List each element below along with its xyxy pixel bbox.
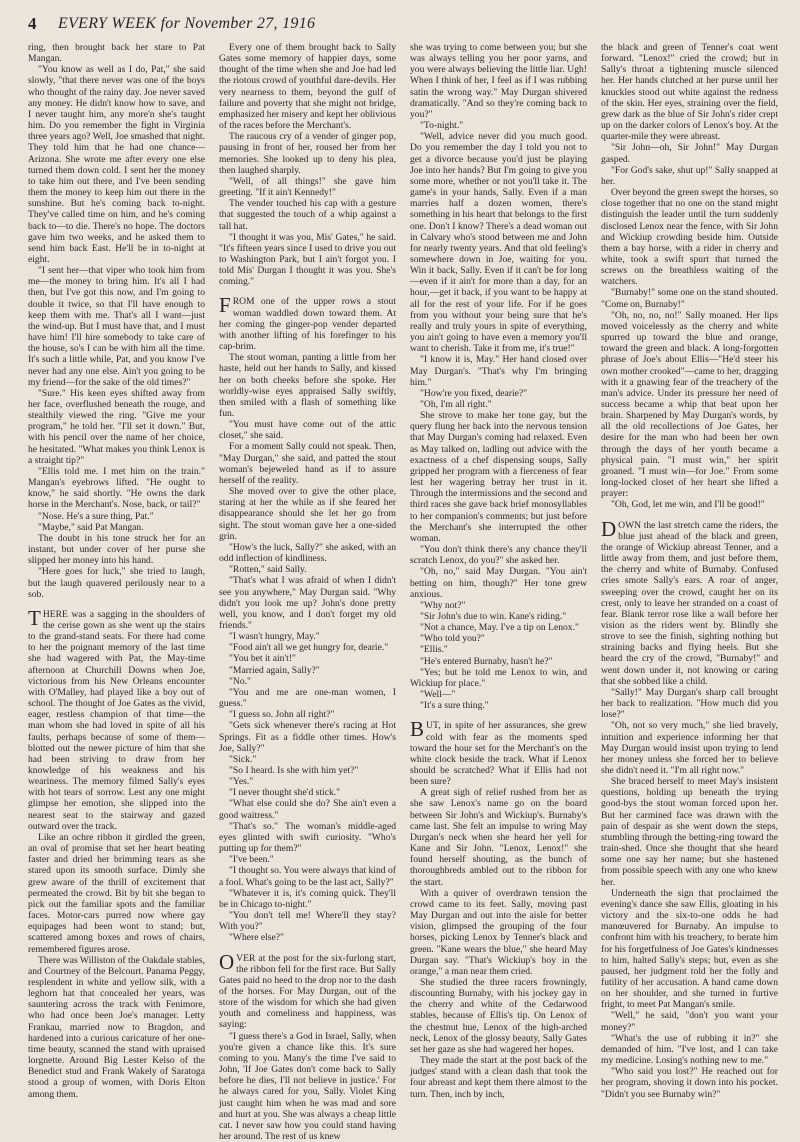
section-opening-paragraph: BUT, in spite of her assurances, she grew cold with fear as the moments sped toward the hour set for the Merchant's on the white clock beside the track. What if Lenox should be scratched? What if Ellis had not been sure? xyxy=(410,717,587,788)
running-header xyxy=(28,14,778,42)
paragraph: She strove to make her tone gay, but the query flung her back into the nervous tension that May Durgan's coming had relaxed. Even as May talked on, ladling out advice with the exactness of a chef dispensing soups, Sally gripped her program with a fierceness of fear lest her wagering betray her trust in it. Through the intermissions and the second and third races she gave back brief monosyllables to her companion's comments; but just before the Merchant's she interrupted the other woman. xyxy=(410,410,587,544)
paragraph: "You know as well as I do, Pat," she said slowly, "that there never was one of the boys who thought of the rainy day. Joe never saved any money. He didn't know how to save, and I never taught him, any more'n she's taught him. Do you remember the fight in Virginia three years ago? Well, Joe smashed that night. They told him that he had one chance—Arizona. She wrote me after every one else turned them down cold. I sent her the money to take him out there, and I've been sending them the money to keep him out there in the sunshine. But he's coming back to-night. They've called time on him, and he's coming back to—to die. There's no hope. The doctors gave him two weeks, and he asked them to send him back East. He'll be in to-night at eight. xyxy=(28,64,205,265)
paragraph: "I thought it was you, Mis' Gates," he said. "It's fifteen years since I used to drive you out to Washington Park, but I ain't forgot you. I told Mis' Durgan I thought it was you. She's coming." xyxy=(219,231,396,288)
paragraph: ring, then brought back her stare to Pat Mangan. xyxy=(28,42,205,65)
paragraph: She braced herself to meet May's insistent questions, holding up beneath the trying good-bys the stout woman forced upon her. But her carmined face was drawn with the pain of despair as she went down the steps, stumbling through the betting-ring toward the train-shed. Once she thought that she heard some one say her name; but she hastened from possible speech with any one who knew her. xyxy=(601,776,778,888)
paragraph: "Sir John—oh, Sir John!" May Durgan gasped. xyxy=(601,142,778,165)
paragraph: "I thought so. You were always that kind of a fool. What's going to be the last act, Sally?" xyxy=(219,865,396,888)
paragraph: "I've been." xyxy=(229,854,274,866)
paragraph: "You don't think there's any chance they'll scratch Lenox, do you?" she asked her. xyxy=(410,544,587,567)
paragraph: "Ellis." xyxy=(420,644,448,656)
paragraph: "Sure." His keen eyes shifted away from her face, overflushed beneath the rouge, and stealthily viewed the ring. "Give me your program," he told her. "I'll set it down." But, with his pencil over the name of her choice, he hesitated. "What makes you think Lenox is a straight tip?" xyxy=(28,387,205,466)
paragraph: "Yes." xyxy=(229,776,254,788)
paragraph: "Well," he said, "don't you want your money?" xyxy=(601,1010,778,1033)
date-prefix: for xyxy=(160,15,181,32)
page-number: 4 xyxy=(28,14,37,33)
paragraph: With a quiver of overdrawn tension the crowd came to its feet. Sally, moving past May Durgan and out into the aisle for better vision, glimpsed the grouping of the four horses, picking Lenox by Tenner's black and green. "Kane wears the blue," she heard May Durgan say. "That's Wickiup's boy in the orange," a man near them cried. xyxy=(410,887,587,977)
text-column-3 xyxy=(410,42,587,1102)
paragraph: "How're you fixed, dearie?" xyxy=(420,387,528,399)
paragraph: "To-night." xyxy=(420,120,464,132)
paragraph: "I guess so. John all right?" xyxy=(229,709,335,721)
paragraph: "Oh, I'm all right." xyxy=(420,399,492,410)
paragraph: "That's what I was afraid of when I didn't see you anywhere," May Durgan said. "Why didn't you look me up? John's done pretty well, you know, and I don't forget my old friends." xyxy=(219,575,396,631)
paragraph: "I never thought she'd stick." xyxy=(229,787,341,799)
paragraph: There was Williston of the Oakdale stables, and Courtney of the Belcourt. Panama Peggy, resplendent in white and yellow silk, with a leghorn hat that concealed her years, was sauntering across the track with Fenimore, who had once been Joe's manager. Letty Frankau, married now to Bragdon, and hardened into a curious caricature of her one-time beauty, scanned the stand with upraised lorgnette. Around Big Lester Kelso of the Benedict stud and Frank Wakely of Saratoga stood a group of women, with Doris Elton among them. xyxy=(28,954,206,1100)
paragraph: Over beyond the green swept the horses, so close together that no one on the stand might distinguish the leader until the turn suddenly disclosed Lenox near the fence, with Sir John and Wickiup crowding beside him. Outside them a bay horse, with a rider in cherry and white, took a swift spurt that turned the screws on the breathless waiting of the watchers. xyxy=(601,187,778,288)
issue-date: November 27, 1916 xyxy=(184,15,316,32)
paragraph: "Rotten," said Sally. xyxy=(229,564,307,576)
paragraph: the black and green of Tenner's coat went forward. "Lenox!" cried the crowd; but in Sally's throat a tightening muscle silenced her. Her hands clutched at her purse until her knuckles stood out white against the redness of the skin. Her eyes, straining over the field, grew dark as the blue of Sir John's rider crept up on the darker colors of Lenox's boy. At the quarter-mile they were abreast. xyxy=(601,42,778,143)
paragraph: "Well, of all things!" she gave him greeting. "If it ain't Kennedy!" xyxy=(219,175,396,199)
drop-cap: O xyxy=(219,949,235,974)
paragraph: The raucous cry of a vender of ginger pop, pausing in front of her, roused her from her memories. She looked up to deny his plea, then laughed sharply. xyxy=(219,131,396,176)
paragraph: The stout woman, panting a little from her haste, held out her hands to Sally, and kissed her on both cheeks before she spoke. Her worldly-wise eyes appraised Sally swiftly, then smiled with a flash of something like fun. xyxy=(219,352,396,419)
paragraph: "So I heard. Is she with him yet?" xyxy=(229,765,359,776)
paragraph: "Here goes for luck," she tried to laugh, but the laugh quavered perilously near to a sob. xyxy=(28,566,205,600)
paragraph: "Who said you lost?" He reached out for her program, shoving it down into his pocket. "Didn't you see Burnaby win?" xyxy=(601,1066,778,1100)
paragraph: "He's entered Burnaby, hasn't he?" xyxy=(420,655,553,667)
text-column-1 xyxy=(28,42,205,1102)
section-opening-paragraph: OVER at the post for the six-furlong start, the ribbon fell for the first race. But Sally Gates paid no heed to the drop nor to the dash of the horses. For May Durgan, out of the store of the wisdom for which she had given youth and comeliness and happiness, was saying: xyxy=(219,949,396,1031)
drop-cap: B xyxy=(410,717,425,742)
paragraph: "Yes; but he told me Lenox to win, and Wickiup for place." xyxy=(410,666,587,689)
magazine-title: EVERY WEEK xyxy=(58,15,157,32)
paragraph: Every one of them brought back to Sally Gates some memory of happier days, some thought of the time when she and Joe had led the riotous crowd of youthful dare-devils. Her very nearness to them, beyond the gulf of failure and poverty that she might not bridge, emphasized her misery and kept her oblivious of the races before the Merchant's. xyxy=(219,42,396,132)
paragraph: "You don't tell me! Where'll they stay? With you?" xyxy=(219,910,396,933)
paragraph: "That's so." The woman's middle-aged eyes glinted with swift curiosity. "Who's putting up for them?" xyxy=(219,820,396,855)
paragraph: "Nose. He's a sure thing, Pat." xyxy=(38,510,154,522)
section-opening-paragraph: THERE was a sagging in the shoulders of the cerise gown as she went up the stairs to the grand-stand seats. For there had come to her the poignant memory of the last time she had wagered with Pat, the May-time afternoon at Churchill Downs when Joe, victorious from his New Orleans encounter with O'Malley, had played like a boy out of school. The thought of Joe Gates as the vivid, eager, restless champion of that time—the man whom she had loved in spite of all his faults, perhaps because of some of them—blotted out the newer picture of him that she had been striving to draw from her knowledge of his weakness and his weariness. The memory filmed Sally's eyes with hot tears of sorrow. Lest any one might glimpse her emotion, she slipped into the nearest seat to the stairway and gazed outward over the track. xyxy=(28,605,205,832)
paragraph: "I wasn't hungry, May." xyxy=(229,631,320,643)
paragraph: "Ellis told me. I met him on the train." Mangan's eyebrows lifted. "He ought to know," he said shortly. "He owns the dark horse in the Merchant's. Nose, back, or tail?" xyxy=(28,465,205,511)
paragraph: A great sigh of relief rushed from her as she saw Lenox's name go on the board between Sir John's and Wickiup's. Burnaby's came last. She felt an impulse to wring May Durgan's neck when she heard her yell for Kane and Sir John. "Lenox, Lenox!" she found herself shouting, as the bunch of thoroughbreds ambled out to the ribbon for the start. xyxy=(410,787,587,888)
paragraph: "No." xyxy=(229,675,251,687)
drop-cap: T xyxy=(28,605,41,630)
paragraph: "It's a sure thing." xyxy=(420,700,489,712)
paragraph: "Why not?" xyxy=(420,599,466,611)
paragraph: "What else could she do? She ain't even a good waitress." xyxy=(219,798,396,821)
paragraph: They made the start at the post back of the judges' stand with a clean dash that took the four abreast and kept them there almost to the turn. Then, inch by inch, xyxy=(410,1055,587,1100)
paragraph: Like an ochre ribbon it girdled the green, an oval of promise that set her heart beating faster and dried her brimming tears as she stared upon its smooth surface. Dimly she grew aware of the thrill of excitement that permeated the crowd. Bit by bit she began to pick out the familiar spots and the familiar faces. Motor-cars purred now where gay equipages had been wont to stand; but, scattered among boxes and rows of chairs, remembered figures arose. xyxy=(28,831,205,955)
paragraph: "Oh, not so very much," she lied bravely, intuition and experience informing her that May Durgan would insist upon trying to lend her money unless she forced her to believe she didn't need it. "I'm all right now." xyxy=(601,720,778,776)
paragraph: "Not a chance, May. I've a tip on Lenox." xyxy=(420,622,579,634)
paragraph: She moved over to give the other place, staring at her the while as if she feared her disappearance should she let her go from sight. The stout woman gave her a one-sided grin. xyxy=(219,486,396,542)
drop-cap: D xyxy=(601,516,617,541)
paragraph: "What's the use of rubbing it in?" she demanded of him. "I've lost, and I can take my medicine. Losing's nothing new to me." xyxy=(601,1032,778,1067)
section-opening-paragraph: FROM one of the upper rows a stout woman waddled down toward them. At her coming the ginger-pop vender departed with another lifting of his forefinger to his cap-brim. xyxy=(219,293,396,353)
paragraph: "Where else?" xyxy=(229,932,284,944)
paragraph: "You must have come out of the attic closet," she said. xyxy=(219,419,396,442)
paragraph: "Sick." xyxy=(229,753,257,765)
paragraph: "Who told you?" xyxy=(420,633,485,645)
paragraph: she was trying to come between you; but she was always telling you her poor yarns, and you were always believing the little liar. Ugh! When I think of her, I feel as if I was rubbing satin the wrong way." May Durgan shivered dramatically. "And so they're coming back to you?" xyxy=(410,42,587,120)
paragraph: "Burnaby!" some one on the stand shouted. "Come on, Burnaby!" xyxy=(601,287,778,310)
paragraph: "I sent her—that viper who took him from me—the money to bring him. It's all I had then, but I've got this now, and I'm going to double it twice, so that I'll have enough to keep them with me. That's all I want—just the wind-up. But I must have that, and I must have him! I'll hire somebody to take care of the house, so's I can be with him all the time. It's such a little while, Pat, and you know I've never had any one else. Ain't you going to be my friend—for the sake of the old times?" xyxy=(28,265,205,388)
paragraph: "Maybe," said Pat Mangan. xyxy=(38,521,144,533)
paragraph: "How's the luck, Sally?" she asked, with an odd inflection of kindliness. xyxy=(219,541,396,565)
paragraph: "Gets sick whenever there's racing at Hot Springs. Fit as a fiddle other times. How's Joe, Sally?" xyxy=(219,720,396,754)
text-column-2 xyxy=(219,42,396,1142)
paragraph: "For God's sake, shut up!" Sally snapped at her. xyxy=(601,164,778,187)
paragraph: "Oh, God, let me win, and I'll be good!" xyxy=(611,499,765,511)
paragraph: The vender touched his cap with a gesture that suggested the touch of a whip against a tall hat. xyxy=(219,198,396,232)
article-columns xyxy=(28,42,778,1142)
paragraph: "I guess there's a God in Israel, Sally, when you're given a chance like this. It's sure coming to you. Many's the time I've said to John, 'If Joe Gates don't come back to Sally before he dies, I'll not believe in justice.' For he always cared for you, Sally. Violet King just caught him when he was mad and sore and hurt at you. She was always a cheap little cat. I never saw how you could stand having her around. The rest of us knew xyxy=(219,1030,396,1142)
paragraph: She studied the three racers frowningly, discounting Burnaby, with his jockey gay in the cherry and white of the Cedarwood stables, because of Ellis's tip. On Lenox of the chestnut hue, Lenox of the high-arched neck, Lenox of the glossy beauty, Sally Gates set her gaze as she had wagered her hopes. xyxy=(410,976,587,1055)
paragraph: "You and me are one-man women, I guess." xyxy=(219,686,396,710)
text-column-4 xyxy=(601,42,778,1102)
paragraph: "Well, advice never did you much good. Do you remember the day I told you not to get a divorce because you'd just be playing Joe into her hands? But I'm going to give you some more, whether or not you'll take it. The game's in your hands, Sally. Even if a man marries half a dozen women, there's something in his heart that belongs to the first one. Don't I know? There's a dead woman out in Calvary who's stood between me and John for nearly twenty years. And that old feeling's somewhere down in Joe, waiting for you. Win it back, Sally. Even if it can't be for long—even if it ain't for more than a day, for an hour,—get it back, if you want to be happy at all for the rest of your life. For if he goes from you without your being sure that he's really and truly yours in spite of everything, you ain't going to have even a memory you'll want to cherish. Take it from me, it's true!" xyxy=(410,131,587,355)
section-opening-paragraph: DOWN the last stretch came the riders, the blue just ahead of the black and green, the orange of Wickiup abreast Tenner, and a little away from them, and just before them, the cherry and white of Burnaby. Confused cries smote Sally's ears. A roar of anger, sweeping over the crowd, caught her on its crest, only to leave her stranded on a coast of fear. Blank terror rose like a wall before her vision as the riders went by. Blindly she strove to see the finish, sighting nothing but straining backs and flying heels. But she heard the cry of the crowd, "Burnaby!" and went down under it, not knowing or caring that she sobbed like a child. xyxy=(601,516,778,687)
paragraph: "Well—" xyxy=(420,689,456,701)
paragraph: "I know it is, May." Her hand closed over May Durgan's. "That's why I'm bringing him." xyxy=(410,354,587,388)
paragraph: Underneath the sign that proclaimed the evening's dance she saw Ellis, gloating in his victory and the six-to-one odds he had manœuvered for Burnaby. An impulse to confront him with his treachery, to berate him for his forgetfulness of Joe Gates's kindnesses to him, halted Sally's steps; but, even as she paused, her judgment told her the folly and futility of her accusation. A hand came down on her shoulder, and she turned in furtive fright, to meet Pat Mangan's smile. xyxy=(601,887,778,1011)
paragraph: "Whatever it is, it's coming quick. They'll be in Chicago to-night." xyxy=(219,887,396,910)
paragraph: The doubt in his tone struck her for an instant, but under cover of her purse she slipped her money into his hand. xyxy=(28,532,205,567)
running-title xyxy=(58,15,315,33)
paragraph: "Oh, no, no, no!" Sally moaned. Her lips moved voicelessly as the cherry and white spurred up toward the blue and orange, toward the green and black. A long-forgotten phrase of Joe's about Ellis—"He'd steer his own mother crooked"—came to her, dragging with it a gnawing fear of the treachery of the man's advice. Under its pressure her need of success became a whip that beat upon her brain. Sharpened by May Durgan's words, by all the old recollections of Joe Gates, her desire for the man who had been her own through the days of her youth became a physical pain. "I must win," her spirit groaned. "I must win—for Joe." From some long-locked closet of her heart she lifted a prayer: xyxy=(601,309,778,500)
paragraph: For a moment Sally could not speak. Then, "May Durgan," she said, and patted the stout woman's bejeweled hand as if to assure herself of the reality. xyxy=(219,441,396,486)
drop-cap: F xyxy=(219,293,231,318)
paragraph: "Sir John's due to win. Kane's riding." xyxy=(420,610,567,622)
paragraph: "Oh, no," said May Durgan. "You ain't betting on him, though?" Her tone grew anxious. xyxy=(410,566,587,600)
paragraph: "Food ain't all we get hungry for, dearie." xyxy=(229,642,389,654)
paragraph: "Sally!" May Durgan's sharp call brought her back to realization. "How much did you lose?" xyxy=(601,686,778,721)
paragraph: "You bet it ain't!" xyxy=(229,653,296,665)
paragraph: "Married again, Sally?" xyxy=(229,664,320,676)
